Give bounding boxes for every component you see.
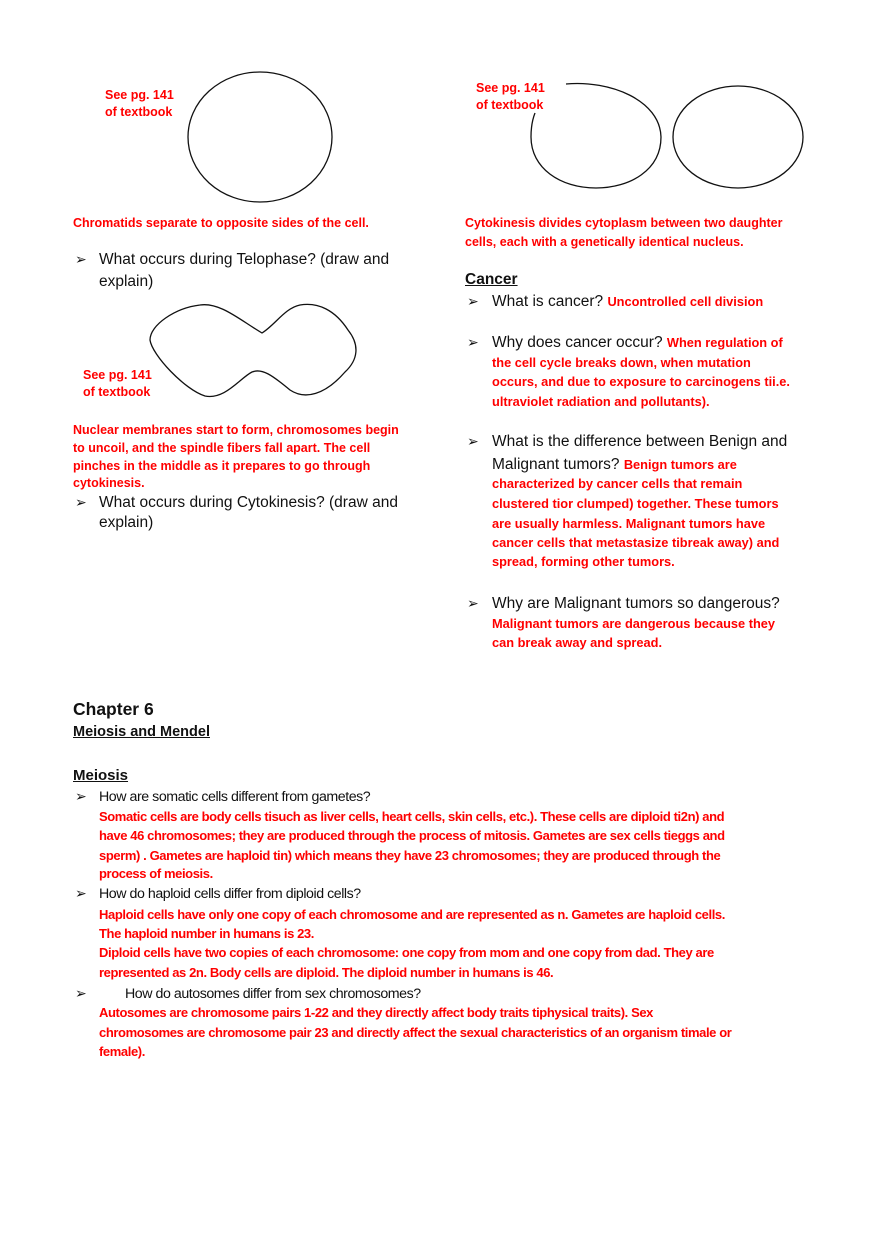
bullet-arrow-icon: ➢ — [467, 595, 479, 611]
answer: have 46 chromosomes; they are produced through the process of mitosis. Gametes are sex cells tieggs and — [99, 828, 725, 843]
question: Malignant tumors? — [492, 456, 624, 473]
textbook-reference: See pg. 141 — [476, 81, 545, 95]
cytokinesis-question: What occurs during Cytokinesis? (draw and — [99, 494, 398, 511]
telophase-question: What occurs during Telophase? (draw and — [99, 251, 390, 268]
cancer-heading: Cancer — [465, 271, 518, 288]
answer: sperm) . Gametes are haploid tin) which means they have 23 chromosomes; they are produced through the — [99, 848, 721, 863]
answer: ultraviolet radiation and pollutants). — [492, 394, 710, 409]
answer: Malignant tumors are dangerous because they — [492, 616, 776, 631]
answer: characterized by cancer cells that remain — [492, 476, 743, 491]
telophase-question: explain) — [99, 273, 154, 290]
anaphase-cell-drawing — [188, 72, 332, 202]
bullet-arrow-icon: ➢ — [75, 494, 87, 510]
answer: Autosomes are chromosome pairs 1-22 and they directly affect body traits tiphysical traits). Sex — [99, 1005, 654, 1020]
bullet-arrow-icon: ➢ — [75, 885, 87, 901]
cytokinesis-answer: cells, each with a genetically identical nucleus. — [465, 235, 744, 249]
telophase-answer: Nuclear membranes start to form, chromosomes begin — [73, 423, 399, 437]
textbook-reference: See pg. 141 — [83, 368, 152, 382]
anaphase-answer: Chromatids separate to opposite sides of the cell. — [73, 216, 369, 230]
cancer-item — [492, 293, 763, 311]
answer: female). — [99, 1044, 145, 1059]
question: Why are Malignant tumors so dangerous? — [492, 595, 780, 612]
question: What is the difference between Benign and — [492, 433, 788, 450]
answer: represented as 2n. Body cells are diploid. The diploid number in humans is 46. — [99, 965, 554, 980]
answer: Somatic cells are body cells tisuch as liver cells, heart cells, skin cells, etc.). These cells are diploid ti2n) and — [99, 809, 725, 824]
answer: When regulation of — [666, 335, 783, 350]
cytokinesis-question: explain) — [99, 514, 154, 531]
daughter-cell-right-drawing — [673, 86, 803, 188]
cancer-item — [492, 334, 783, 352]
bullet-arrow-icon: ➢ — [467, 334, 479, 350]
bullet-arrow-icon: ➢ — [75, 985, 87, 1001]
answer: cancer cells that metastasize tibreak away) and — [492, 535, 780, 550]
question: Why does cancer occur? — [492, 334, 667, 351]
telophase-answer: to uncoil, and the spindle fibers fall apart. The cell — [73, 441, 371, 455]
answer: clustered tior clumped) together. These tumors — [492, 496, 779, 511]
answer: the cell cycle breaks down, when mutation — [492, 355, 751, 370]
answer: chromosomes are chromosome pair 23 and directly affect the sexual characteristics of an organism timale or — [99, 1025, 732, 1040]
chapter-subtitle: Meiosis and Mendel — [73, 724, 210, 740]
answer: process of meiosis. — [99, 866, 213, 881]
question: What is cancer? — [492, 293, 608, 310]
textbook-reference: of textbook — [105, 105, 173, 119]
bullet-arrow-icon: ➢ — [467, 433, 479, 449]
question: How do haploid cells differ from diploid cells? — [99, 886, 361, 902]
answer: Benign tumors are — [623, 457, 737, 472]
cytokinesis-answer: Cytokinesis divides cytoplasm between two daughter — [465, 216, 783, 230]
answer: are usually harmless. Malignant tumors have — [492, 516, 766, 531]
question: How are somatic cells different from gametes? — [99, 789, 371, 805]
daughter-cell-left-drawing — [531, 83, 661, 188]
telophase-answer: cytokinesis. — [73, 476, 145, 490]
answer: The haploid number in humans is 23. — [99, 926, 314, 941]
telophase-cell-drawing — [150, 304, 356, 396]
textbook-reference: of textbook — [83, 385, 151, 399]
cancer-item — [492, 456, 737, 474]
bullet-arrow-icon: ➢ — [75, 788, 87, 804]
telophase-answer: pinches in the middle as it prepares to go through — [73, 459, 371, 473]
bullet-arrow-icon: ➢ — [75, 251, 87, 267]
answer: spread, forming other tumors. — [492, 554, 675, 569]
meiosis-heading: Meiosis — [73, 767, 129, 784]
answer: Diploid cells have two copies of each chromosome: one copy from mom and one copy from dad. They are — [99, 945, 714, 960]
answer: Uncontrolled cell division — [607, 294, 764, 309]
bullet-arrow-icon: ➢ — [467, 293, 479, 309]
question: How do autosomes differ from sex chromosomes? — [125, 986, 421, 1002]
answer: occurs, and due to exposure to carcinogens tii.e. — [492, 374, 790, 389]
textbook-reference: See pg. 141 — [105, 88, 174, 102]
answer: can break away and spread. — [492, 635, 662, 650]
answer: Haploid cells have only one copy of each chromosome and are represented as n. Gametes are haploid cells. — [99, 907, 725, 922]
textbook-reference: of textbook — [476, 98, 544, 112]
chapter-title: Chapter 6 — [73, 699, 154, 719]
